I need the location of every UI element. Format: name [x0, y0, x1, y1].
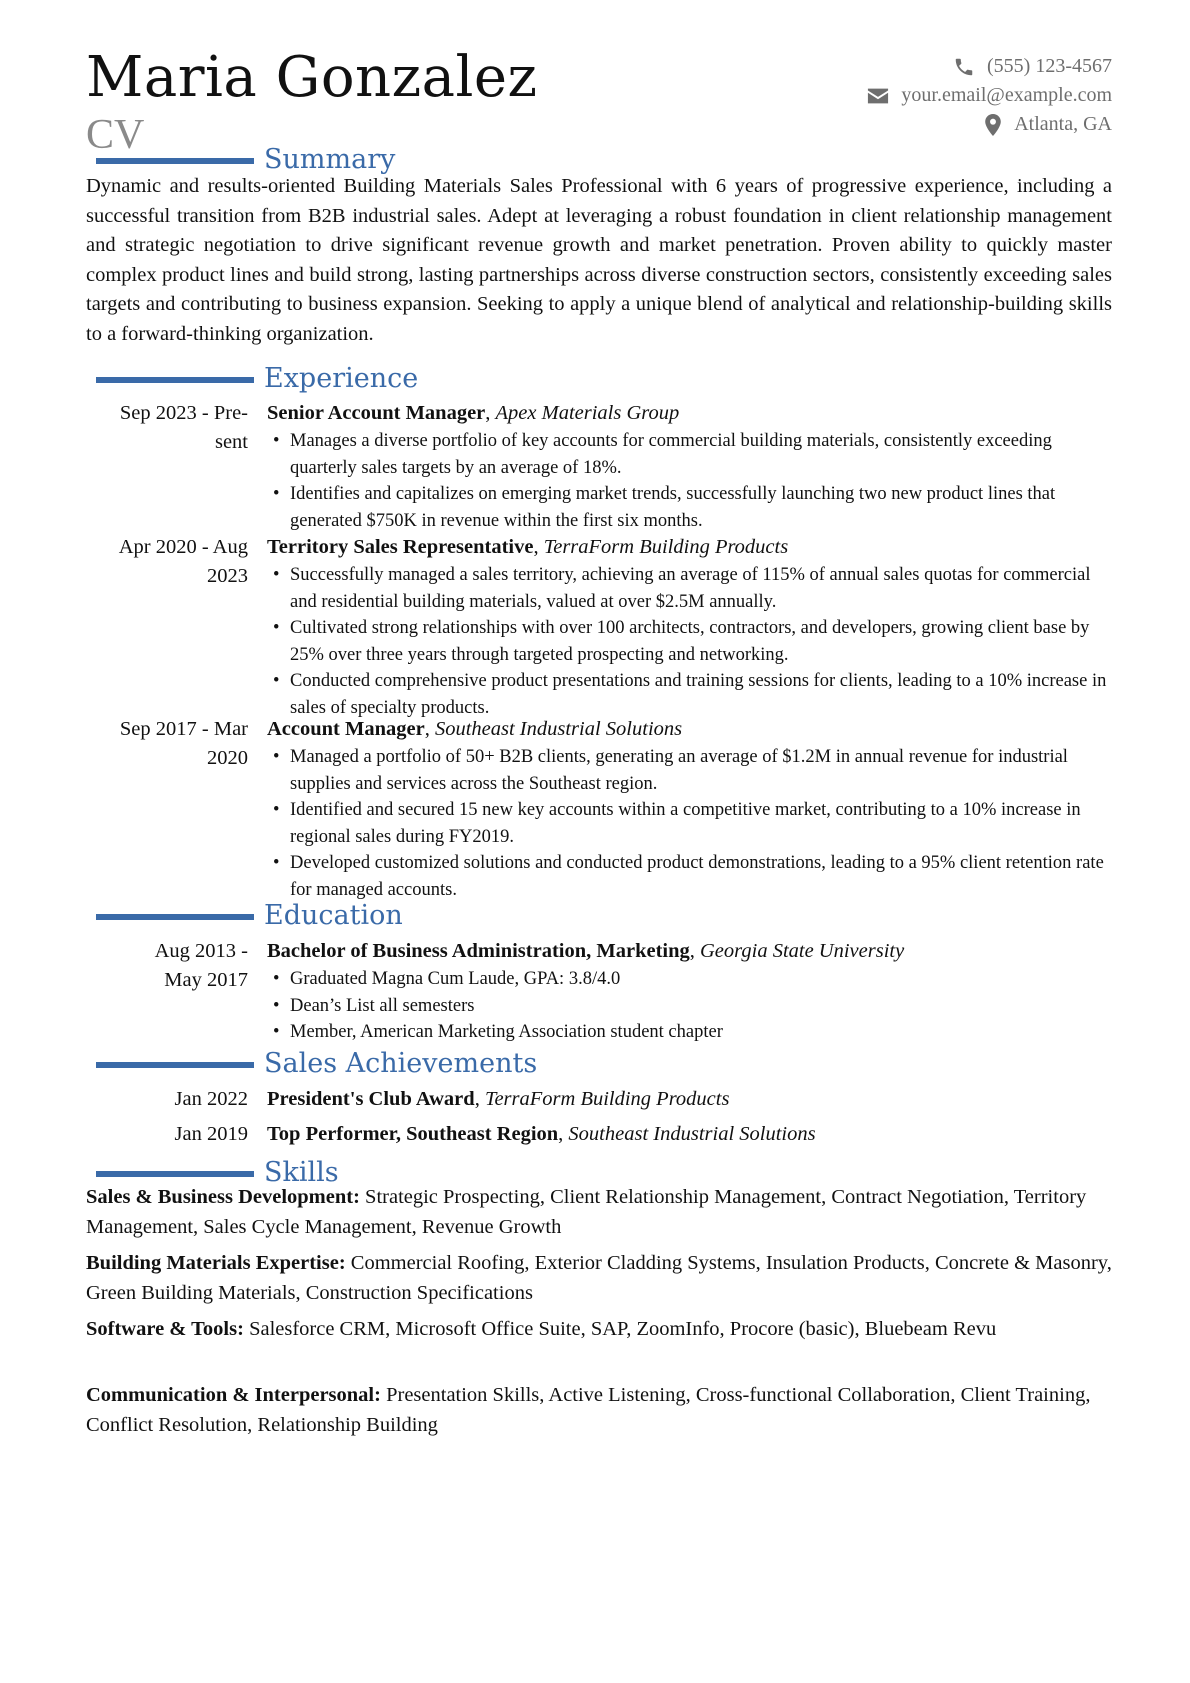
skill-group — [86, 1249, 1112, 1308]
skill-group — [86, 1381, 1112, 1440]
skill-text: Commercial Roofing, Exterior Cladding Systems, Insulation Products, Concrete & Masonry, Green Building Materials, Construction Specifications — [86, 1252, 1112, 1304]
award-name: President's Club Award — [267, 1088, 475, 1110]
contact-block — [867, 52, 1112, 139]
skill-label: Communication & Interpersonal: — [86, 1384, 381, 1406]
candidate-name: Maria Gonzalez — [86, 45, 538, 110]
list-item: • Cultivated strong relationships with over 100 architects, contractors, and developers, growing client base by 25% over three years through targeted prospecting and networking. — [267, 615, 1112, 668]
entry-title: Senior Account Manager, Apex Materials Group — [267, 402, 680, 424]
entry-title: Account Manager, Southeast Industrial Solutions — [267, 718, 683, 740]
skill-label: Sales & Business Development: — [86, 1186, 360, 1208]
date-line: Sep 2023 - Pre- — [119, 402, 248, 424]
bullet-list — [267, 744, 1112, 903]
cv-label: CV — [86, 112, 145, 158]
section-title: Summary — [264, 144, 396, 175]
bullet-list — [267, 428, 1112, 534]
list-item: • Developed customized solutions and conducted product demonstrations, leading to a 95% client retention rate for managed accounts. — [267, 850, 1112, 903]
section-heading-education — [96, 899, 403, 933]
entry-body — [267, 1120, 1112, 1149]
contact-phone: (555) 123-4567 — [987, 55, 1112, 77]
award-org: Southeast Industrial Solutions — [568, 1123, 816, 1145]
skill-label: Software & Tools: — [86, 1318, 244, 1340]
section-title: Sales Achievements — [264, 1048, 538, 1079]
school-name: Georgia State University — [700, 940, 905, 962]
map-pin-icon — [984, 114, 1002, 136]
job-role: Account Manager — [267, 718, 425, 740]
date-line: 2020 — [207, 747, 248, 769]
skill-text: Strategic Prospecting, Client Relationship Management, Contract Negotiation, Territory Management, Sales Cycle Management, Revenue Growth — [86, 1186, 1087, 1238]
company-name: TerraForm Building Products — [543, 536, 789, 558]
list-item: • Successfully managed a sales territory, achieving an average of 115% of annual sales quotas for commercial and residential building materials, valued at over $2.5M annually. — [267, 562, 1112, 615]
entry-body — [267, 937, 1112, 1046]
date-line: Sep 2017 - Mar — [119, 718, 248, 740]
company-name: Southeast Industrial Solutions — [434, 718, 683, 740]
job-role: Senior Account Manager — [267, 402, 486, 424]
list-item: • Identifies and capitalizes on emerging market trends, successfully launching two new product lines that generated $750K in revenue within the first six months. — [267, 481, 1112, 534]
list-item: • Graduated Magna Cum Laude, GPA: 3.8/4.0 — [267, 966, 1112, 993]
entry-title: Territory Sales Representative, TerraForm Building Products — [267, 536, 789, 558]
section-heading-experience — [96, 362, 418, 396]
contact-location: Atlanta, GA — [1014, 113, 1112, 135]
degree-name: Bachelor of Business Administration, Marketing — [267, 940, 690, 962]
entry-body — [267, 399, 1112, 534]
skill-text: Salesforce CRM, Microsoft Office Suite, SAP, ZoomInfo, Procore (basic), Bluebeam Revu — [249, 1318, 997, 1340]
date-line: Aug 2013 - — [154, 940, 248, 962]
contact-email[interactable]: your.email@example.com — [901, 84, 1112, 106]
list-item: • Dean’s List all semesters — [267, 993, 1112, 1020]
list-item: • Manages a diverse portfolio of key accounts for commercial building materials, consistently exceeding quarterly sales targets by an average of 18%. — [267, 428, 1112, 481]
skill-text: Presentation Skills, Active Listening, Cross-functional Collaboration, Client Training, Conflict Resolution, Relationship Building — [86, 1384, 1091, 1436]
entry-body — [267, 1085, 1112, 1114]
section-rule — [96, 914, 254, 920]
section-rule — [96, 377, 254, 383]
skill-group — [86, 1315, 1112, 1345]
section-rule — [96, 1062, 254, 1068]
date-line: sent — [214, 431, 248, 453]
entry-date — [86, 937, 248, 995]
contact-location-row — [867, 110, 1112, 139]
award-name: Top Performer, Southeast Region — [267, 1123, 559, 1145]
entry-title: Top Performer, Southeast Region, Southeast Industrial Solutions — [267, 1123, 816, 1145]
award-org: TerraForm Building Products — [484, 1088, 730, 1110]
company-name: Apex Materials Group — [495, 402, 680, 424]
entry-date — [86, 715, 248, 773]
phone-icon — [953, 56, 975, 78]
entry-title: Bachelor of Business Administration, Marketing, Georgia State University — [267, 940, 905, 962]
list-item: • Member, American Marketing Association student chapter — [267, 1019, 1112, 1046]
date-line: Apr 2020 - Aug — [118, 536, 248, 558]
section-rule — [96, 1171, 254, 1177]
section-heading-achievements — [96, 1047, 537, 1081]
section-rule — [96, 158, 254, 164]
bullet-list — [267, 966, 1112, 1046]
job-role: Territory Sales Representative — [267, 536, 534, 558]
section-title: Experience — [264, 363, 419, 394]
entry-date: Jan 2019 — [174, 1123, 248, 1145]
bullet-list — [267, 562, 1112, 721]
section-title: Skills — [264, 1157, 339, 1188]
list-item: • Identified and secured 15 new key accounts within a competitive market, contributing to a 10% increase in regional sales during FY2019. — [267, 797, 1112, 850]
skill-group — [86, 1183, 1112, 1242]
date-line: 2023 — [207, 565, 248, 587]
envelope-icon — [867, 87, 889, 105]
summary-text: Dynamic and results-oriented Building Materials Sales Professional with 6 years of progressive experience, including a successful transition from B2B industrial sales. Adept at leveraging a robust foundation in client relationship management and strategic negotiation to drive significant revenue growth and market penetration. Proven ability to quickly master complex product lines and build strong, lasting partnerships across diverse construction sectors, consistently exceeding sales targets and contributing to business expansion. Seeking to apply a unique blend of analytical and relationship-building skills to a forward-thinking organization. — [86, 175, 1112, 345]
entry-date — [86, 399, 248, 457]
entry-date — [86, 533, 248, 591]
list-item: • Managed a portfolio of 50+ B2B clients, generating an average of $1.2M in annual revenue for industrial supplies and services across the Southeast region. — [267, 744, 1112, 797]
entry-title: President's Club Award, TerraForm Building Products — [267, 1088, 730, 1110]
entry-body — [267, 533, 1112, 721]
entry-body — [267, 715, 1112, 903]
date-line: May 2017 — [164, 969, 248, 991]
contact-phone-row — [867, 52, 1112, 81]
contact-email-row — [867, 81, 1112, 110]
section-title: Education — [264, 900, 403, 931]
skill-label: Building Materials Expertise: — [86, 1252, 346, 1274]
list-item: • Conducted comprehensive product presentations and training sessions for clients, leading to a 10% increase in sales of specialty products. — [267, 668, 1112, 721]
entry-date: Jan 2022 — [174, 1088, 248, 1110]
